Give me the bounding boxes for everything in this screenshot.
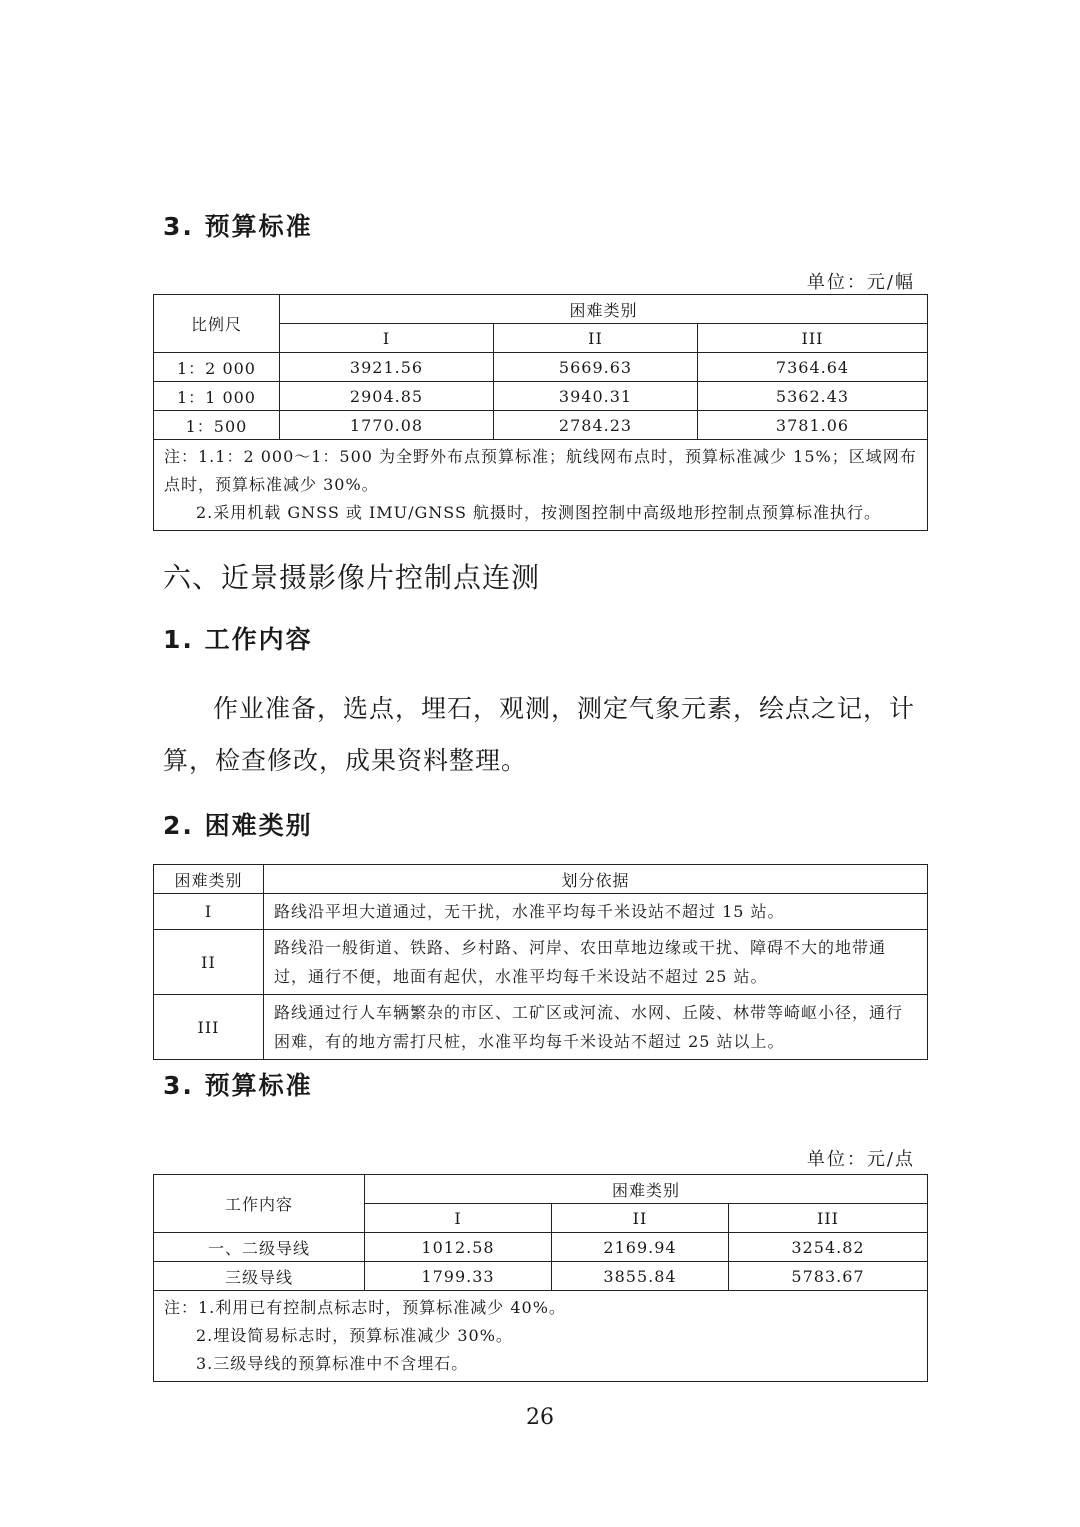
cell-value: 3254.82 bbox=[729, 1233, 928, 1262]
cell-value: 2784.23 bbox=[494, 411, 698, 440]
cell-value: 5783.67 bbox=[729, 1262, 928, 1291]
budget-table-1 bbox=[153, 294, 928, 531]
note-line-2: 2.采用机载 GNSS 或 IMU/GNSS 航摄时，按测图控制中高级地形控制点预算标准执行。 bbox=[196, 503, 882, 522]
section-heading-difficulty: 2. 困难类别 bbox=[163, 811, 313, 840]
section-heading-budget-1: 3. 预算标准 bbox=[163, 212, 313, 241]
table-note bbox=[154, 1291, 928, 1382]
note-line-2: 2.埋设简易标志时，预算标准减少 30%。 bbox=[196, 1326, 513, 1345]
cell-value: 5362.43 bbox=[698, 382, 928, 411]
page-number: 26 bbox=[526, 1405, 554, 1430]
header-cat-1: I bbox=[365, 1204, 552, 1233]
table-row bbox=[154, 353, 928, 382]
header-cat-2: II bbox=[494, 324, 698, 353]
basis-cell: 路线沿一般街道、铁路、乡村路、河岸、农田草地边缘或干扰、障碍不大的地带通过，通行不便，地面有起伏，水准平均每千米设站不超过 25 站。 bbox=[264, 930, 928, 995]
table-note bbox=[154, 440, 928, 531]
cell-value: 1799.33 bbox=[365, 1262, 552, 1291]
table-row bbox=[154, 1262, 928, 1291]
header-difficulty: 困难类别 bbox=[365, 1175, 928, 1204]
section-heading-budget-2: 3. 预算标准 bbox=[163, 1071, 313, 1100]
note-line-3: 3.三级导线的预算标准中不含埋石。 bbox=[196, 1354, 469, 1373]
cell-value: 7364.64 bbox=[698, 353, 928, 382]
budget-table-2 bbox=[153, 1174, 928, 1382]
cell-value: 2904.85 bbox=[280, 382, 494, 411]
table-row bbox=[154, 1233, 928, 1262]
category-cell: I bbox=[154, 894, 264, 930]
header-cat-3: III bbox=[729, 1204, 928, 1233]
cell-value: 2169.94 bbox=[552, 1233, 729, 1262]
note-line-1: 注：1.1：2 000～1：500 为全野外布点预算标准；航线网布点时，预算标准减少 15%；区域网布点时，预算标准减少 30%。 bbox=[164, 447, 917, 494]
header-difficulty: 困难类别 bbox=[280, 295, 928, 324]
cell-value: 3940.31 bbox=[494, 382, 698, 411]
cell-value: 5669.63 bbox=[494, 353, 698, 382]
difficulty-table bbox=[153, 864, 928, 1060]
header-category: 困难类别 bbox=[154, 865, 264, 894]
unit-label-2: 单位：元/点 bbox=[806, 1149, 915, 1170]
table-row bbox=[154, 411, 928, 440]
table-row bbox=[154, 995, 928, 1060]
note-line-1: 注：1.利用已有控制点标志时，预算标准减少 40%。 bbox=[164, 1298, 566, 1317]
table-row bbox=[154, 894, 928, 930]
cell-value: 1012.58 bbox=[365, 1233, 552, 1262]
chapter-title: 六、近景摄影像片控制点连测 bbox=[163, 561, 541, 594]
work-content-paragraph bbox=[163, 683, 923, 787]
row-label: 一、二级导线 bbox=[154, 1233, 365, 1262]
cell-value: 3855.84 bbox=[552, 1262, 729, 1291]
unit-label-1: 单位：元/幅 bbox=[806, 272, 915, 293]
basis-cell: 路线通过行人车辆繁杂的市区、工矿区或河流、水网、丘陵、林带等崎岖小径，通行困难，有的地方需打尺桩，水准平均每千米设站不超过 25 站以上。 bbox=[264, 995, 928, 1060]
header-work-content: 工作内容 bbox=[154, 1175, 365, 1233]
header-basis: 划分依据 bbox=[264, 865, 928, 894]
category-cell: II bbox=[154, 930, 264, 995]
row-label: 三级导线 bbox=[154, 1262, 365, 1291]
cell-value: 3781.06 bbox=[698, 411, 928, 440]
cell-value: 1770.08 bbox=[280, 411, 494, 440]
row-label: 1：2 000 bbox=[154, 353, 280, 382]
cell-value: 3921.56 bbox=[280, 353, 494, 382]
header-cat-2: II bbox=[552, 1204, 729, 1233]
table-row bbox=[154, 930, 928, 995]
header-cat-1: I bbox=[280, 324, 494, 353]
header-scale: 比例尺 bbox=[154, 295, 280, 353]
basis-cell: 路线沿平坦大道通过，无干扰，水准平均每千米设站不超过 15 站。 bbox=[264, 894, 928, 930]
row-label: 1：500 bbox=[154, 411, 280, 440]
header-cat-3: III bbox=[698, 324, 928, 353]
row-label: 1：1 000 bbox=[154, 382, 280, 411]
work-content-text: 作业准备，选点，埋石，观测，测定气象元素，绘点之记，计算，检查修改，成果资料整理。 bbox=[163, 694, 916, 775]
table-row bbox=[154, 382, 928, 411]
section-heading-work: 1. 工作内容 bbox=[163, 625, 313, 654]
category-cell: III bbox=[154, 995, 264, 1060]
